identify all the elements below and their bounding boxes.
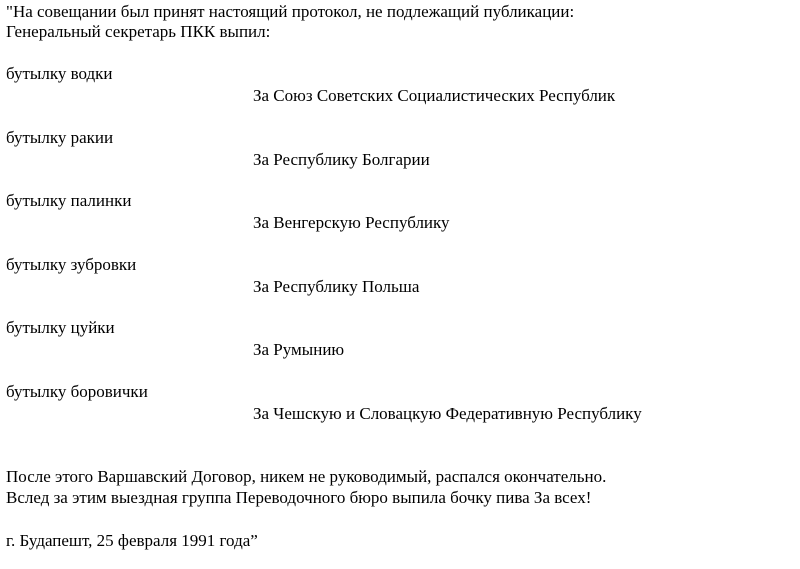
toast-item-czechoslovakia: За Чешскую и Словацкую Федеративную Республику bbox=[253, 404, 642, 423]
drink-item-borovicka: бутылку боровички bbox=[6, 382, 148, 401]
drink-item-palinka: бутылку палинки bbox=[6, 191, 132, 210]
intro-line-1: "На совещании был принят настоящий протокол, не подлежащий публикации: bbox=[6, 2, 575, 21]
drink-item-zubrowka: бутылку зубровки bbox=[6, 255, 137, 274]
signature-line: г. Будапешт, 25 февраля 1991 года” bbox=[6, 531, 258, 550]
drink-item-rakia: бутылку ракии bbox=[6, 128, 114, 147]
intro-line-2: Генеральный секретарь ПКК выпил: bbox=[6, 22, 271, 41]
outro-line-2: Вслед за этим выездная группа Переводочного бюро выпила бочку пива За всех! bbox=[6, 488, 592, 507]
outro-line-1: После этого Варшавский Договор, никем не руководимый, распался окончательно. bbox=[6, 467, 607, 486]
toast-item-romania: За Румынию bbox=[253, 340, 345, 359]
drink-item-vodka: бутылку водки bbox=[6, 64, 113, 83]
toast-item-ussr: За Союз Советских Социалистических Республик bbox=[253, 86, 616, 105]
toast-item-hungary: За Венгерскую Республику bbox=[253, 213, 450, 232]
toast-item-poland: За Республику Польша bbox=[253, 277, 420, 296]
drink-item-tuica: бутылку цуйки bbox=[6, 318, 115, 337]
toast-item-bulgaria: За Республику Болгарии bbox=[253, 150, 430, 169]
